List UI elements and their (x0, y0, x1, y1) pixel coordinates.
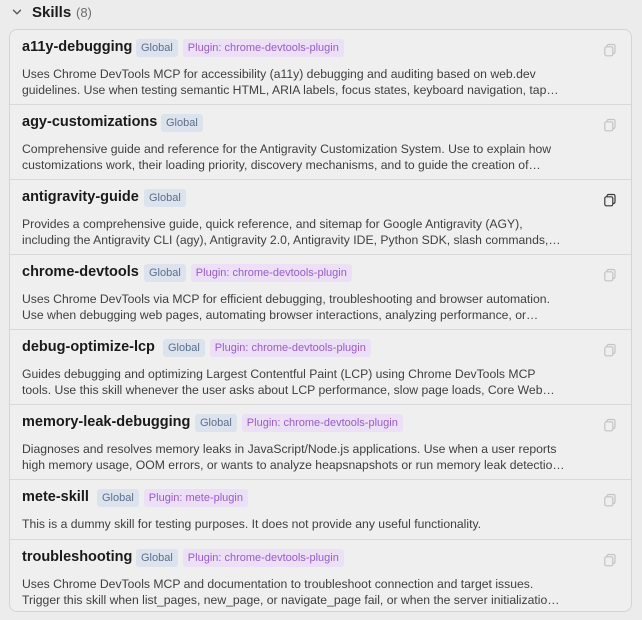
copy-icon[interactable] (603, 493, 617, 507)
skill-description: Uses Chrome DevTools MCP for accessibility (a11y) debugging and auditing based on web.dev guidelines. Use when testing semantic HTML, ARIA labels, focus states, keyboard navigation, tap… (22, 67, 559, 97)
skill-item-debug-optimize-lcp[interactable] (10, 330, 631, 405)
section-title: Skills (32, 4, 72, 21)
copy-icon[interactable] (603, 268, 617, 282)
chevron-down-icon[interactable] (11, 6, 23, 18)
scope-badge: Global (163, 339, 205, 357)
skill-item-troubleshooting[interactable] (10, 540, 631, 612)
skill-item-chrome-devtools[interactable] (10, 255, 631, 330)
scope-badge: Global (136, 39, 178, 57)
copy-icon[interactable] (603, 118, 617, 132)
skill-name: antigravity-guide (22, 189, 139, 205)
skill-tags (97, 489, 248, 507)
plugin-badge: Plugin: chrome-devtools-plugin (242, 414, 403, 432)
scope-badge: Global (144, 264, 186, 282)
skills-section-header[interactable] (0, 0, 642, 27)
copy-icon[interactable] (603, 343, 617, 357)
skill-description: Guides debugging and optimizing Largest Contentful Paint (LCP) using Chrome DevTools MCP tools. Use this skill whenever the user asks about LCP performance, slow page loads, Core Web… (22, 367, 555, 397)
skill-description: Diagnoses and resolves memory leaks in JavaScript/Node.js applications. Use when a user reports high memory usage, OOM errors, or wants to analyze heapsnapshots or run memory leak detectio… (22, 442, 565, 472)
copy-icon[interactable] (603, 553, 617, 567)
skill-description: Uses Chrome DevTools MCP and documentation to troubleshoot connection and target issues. Trigger this skill when list_pages, new_page, or navigate_page fail, or when the server initializatio… (22, 577, 560, 607)
skill-description: This is a dummy skill for testing purposes. It does not provide any useful functionality. (22, 517, 482, 531)
skill-tags (136, 549, 344, 567)
plugin-badge: Plugin: mete-plugin (144, 489, 248, 507)
plugin-badge: Plugin: chrome-devtools-plugin (183, 39, 344, 57)
skill-tags (161, 114, 203, 132)
scope-badge: Global (136, 549, 178, 567)
scope-badge: Global (144, 189, 186, 207)
skill-item-memory-leak-debugging[interactable] (10, 405, 631, 480)
skill-item-mete-skill[interactable] (10, 480, 631, 540)
plugin-badge: Plugin: chrome-devtools-plugin (191, 264, 352, 282)
copy-icon[interactable] (603, 418, 617, 432)
skill-name: troubleshooting (22, 549, 133, 565)
skill-item-agy-customizations[interactable] (10, 105, 631, 180)
skill-name: a11y-debugging (22, 39, 133, 55)
skill-description: Uses Chrome DevTools via MCP for efficient debugging, troubleshooting and browser automation. Use when debugging web pages, automating browser interactions, analyzing performance, or… (22, 292, 550, 322)
skill-name: chrome-devtools (22, 264, 139, 280)
skill-name: agy-customizations (22, 114, 158, 130)
skill-name: debug-optimize-lcp (22, 339, 155, 355)
scope-badge: Global (161, 114, 203, 132)
copy-icon[interactable] (603, 193, 617, 207)
skill-item-antigravity-guide[interactable] (10, 180, 631, 255)
skill-tags (144, 189, 186, 207)
plugin-badge: Plugin: chrome-devtools-plugin (210, 339, 371, 357)
skill-item-a11y-debugging[interactable] (10, 30, 631, 105)
skill-name: memory-leak-debugging (22, 414, 191, 430)
skill-name: mete-skill (22, 489, 89, 505)
copy-icon[interactable] (603, 43, 617, 57)
skill-description: Comprehensive guide and reference for the Antigravity Customization System. Use to explain how customizations work, their loading priority, discovery mechanisms, and to guide the creation of… (22, 142, 552, 172)
skill-tags (195, 414, 403, 432)
skill-tags (163, 339, 371, 357)
plugin-badge: Plugin: chrome-devtools-plugin (183, 549, 344, 567)
skill-description: Provides a comprehensive guide, quick reference, and sitemap for Google Antigravity (AGY), including the Antigravity CLI (agy), Antigravity 2.0, Antigravity IDE, Python SDK, slash commands,… (22, 217, 561, 247)
scope-badge: Global (97, 489, 139, 507)
skills-list (9, 29, 632, 612)
skill-tags (144, 264, 352, 282)
skill-tags (136, 39, 344, 57)
scope-badge: Global (195, 414, 237, 432)
section-count: (8) (76, 5, 92, 20)
